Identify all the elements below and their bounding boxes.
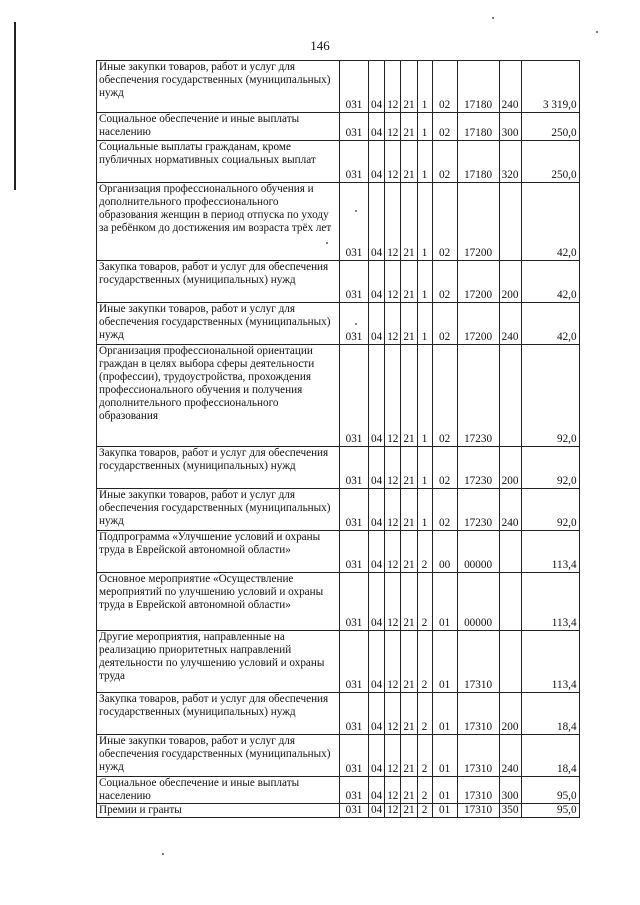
code-admin: 031 bbox=[340, 693, 369, 735]
code-subsection: 12 bbox=[385, 777, 401, 804]
amount: 113,4 bbox=[521, 531, 579, 573]
code-admin: 031 bbox=[340, 303, 369, 345]
code-program: 21 bbox=[401, 804, 417, 818]
table-row bbox=[97, 693, 580, 735]
code-program: 21 bbox=[401, 61, 417, 113]
code-program: 21 bbox=[401, 631, 417, 693]
code-subsection: 12 bbox=[385, 693, 401, 735]
code-admin: 031 bbox=[340, 183, 369, 261]
code-direction: 17310 bbox=[457, 777, 499, 804]
row-name: Основное мероприятие «Осуществление мероприятий по улучшению условий и охраны труда в Еврейской автономной области» bbox=[97, 573, 340, 631]
code-program: 21 bbox=[401, 777, 417, 804]
code-program: 21 bbox=[401, 113, 417, 141]
table-row bbox=[97, 183, 580, 261]
code-section: 04 bbox=[369, 303, 385, 345]
code-admin: 031 bbox=[340, 735, 369, 777]
code-admin: 031 bbox=[340, 141, 369, 183]
code-program: 21 bbox=[401, 345, 417, 447]
code-program: 21 bbox=[401, 531, 417, 573]
table-row bbox=[97, 631, 580, 693]
code-event: 02 bbox=[432, 261, 457, 303]
code-subprogram: 1 bbox=[417, 141, 432, 183]
amount: 250,0 bbox=[521, 113, 579, 141]
code-program: 21 bbox=[401, 573, 417, 631]
code-subprogram: 1 bbox=[417, 183, 432, 261]
code-program: 21 bbox=[401, 735, 417, 777]
code-expense-type bbox=[499, 573, 521, 631]
code-admin: 031 bbox=[340, 631, 369, 693]
code-admin: 031 bbox=[340, 447, 369, 489]
code-subsection: 12 bbox=[385, 303, 401, 345]
code-program: 21 bbox=[401, 261, 417, 303]
amount: 95,0 bbox=[521, 804, 579, 818]
scan-speck bbox=[355, 323, 357, 325]
code-subprogram: 2 bbox=[417, 777, 432, 804]
code-program: 21 bbox=[401, 693, 417, 735]
table-row bbox=[97, 735, 580, 777]
amount: 113,4 bbox=[521, 573, 579, 631]
code-direction: 17180 bbox=[457, 61, 499, 113]
code-event: 02 bbox=[432, 61, 457, 113]
code-event: 01 bbox=[432, 804, 457, 818]
code-direction: 17310 bbox=[457, 804, 499, 818]
code-direction: 17230 bbox=[457, 489, 499, 531]
code-subprogram: 2 bbox=[417, 735, 432, 777]
code-section: 04 bbox=[369, 693, 385, 735]
code-section: 04 bbox=[369, 183, 385, 261]
row-name: Социальное обеспечение и иные выплаты населению bbox=[97, 113, 340, 141]
code-subsection: 12 bbox=[385, 345, 401, 447]
code-direction: 17180 bbox=[457, 141, 499, 183]
code-subsection: 12 bbox=[385, 531, 401, 573]
code-section: 04 bbox=[369, 61, 385, 113]
code-expense-type: 350 bbox=[499, 804, 521, 818]
code-direction: 00000 bbox=[457, 531, 499, 573]
code-section: 04 bbox=[369, 531, 385, 573]
table-row bbox=[97, 345, 580, 447]
row-name: Организация профессиональной ориентации граждан в целях выбора сферы деятельности (профессии), трудоустройства, прохождения профессионального обучения и получения дополнительного профессионального образования bbox=[97, 345, 340, 447]
code-subsection: 12 bbox=[385, 447, 401, 489]
table-row bbox=[97, 61, 580, 113]
code-expense-type: 200 bbox=[499, 693, 521, 735]
code-direction: 17200 bbox=[457, 183, 499, 261]
code-section: 04 bbox=[369, 631, 385, 693]
row-name: Закупка товаров, работ и услуг для обеспечения государственных (муниципальных) нужд bbox=[97, 261, 340, 303]
code-expense-type: 240 bbox=[499, 735, 521, 777]
code-admin: 031 bbox=[340, 61, 369, 113]
code-expense-type: 320 bbox=[499, 141, 521, 183]
code-admin: 031 bbox=[340, 345, 369, 447]
table-row bbox=[97, 804, 580, 818]
code-subprogram: 2 bbox=[417, 631, 432, 693]
amount: 92,0 bbox=[521, 447, 579, 489]
code-event: 00 bbox=[432, 531, 457, 573]
code-expense-type: 200 bbox=[499, 447, 521, 489]
scan-speck bbox=[355, 210, 357, 212]
row-name: Иные закупки товаров, работ и услуг для обеспечения государственных (муниципальных) нужд bbox=[97, 735, 340, 777]
amount: 42,0 bbox=[521, 261, 579, 303]
code-section: 04 bbox=[369, 489, 385, 531]
row-name: Социальное обеспечение и иные выплаты населению bbox=[97, 777, 340, 804]
code-event: 02 bbox=[432, 113, 457, 141]
code-subsection: 12 bbox=[385, 804, 401, 818]
table-row bbox=[97, 531, 580, 573]
table-row bbox=[97, 447, 580, 489]
row-name: Иные закупки товаров, работ и услуг для обеспечения государственных (муниципальных) нужд bbox=[97, 61, 340, 113]
table-body bbox=[97, 61, 580, 818]
code-expense-type: 240 bbox=[499, 489, 521, 531]
code-expense-type bbox=[499, 345, 521, 447]
row-name: Социальные выплаты гражданам, кроме публичных нормативных социальных выплат bbox=[97, 141, 340, 183]
code-program: 21 bbox=[401, 303, 417, 345]
code-event: 02 bbox=[432, 303, 457, 345]
code-admin: 031 bbox=[340, 261, 369, 303]
code-subsection: 12 bbox=[385, 141, 401, 183]
code-section: 04 bbox=[369, 804, 385, 818]
code-event: 01 bbox=[432, 735, 457, 777]
code-program: 21 bbox=[401, 141, 417, 183]
code-direction: 17310 bbox=[457, 693, 499, 735]
code-subsection: 12 bbox=[385, 631, 401, 693]
scan-speck bbox=[326, 242, 328, 244]
code-event: 01 bbox=[432, 777, 457, 804]
table-row bbox=[97, 141, 580, 183]
amount: 42,0 bbox=[521, 303, 579, 345]
code-subsection: 12 bbox=[385, 261, 401, 303]
amount: 113,4 bbox=[521, 631, 579, 693]
code-admin: 031 bbox=[340, 489, 369, 531]
code-direction: 17180 bbox=[457, 113, 499, 141]
code-event: 02 bbox=[432, 141, 457, 183]
code-direction: 17230 bbox=[457, 447, 499, 489]
code-direction: 17200 bbox=[457, 261, 499, 303]
code-expense-type: 240 bbox=[499, 303, 521, 345]
code-subprogram: 2 bbox=[417, 573, 432, 631]
row-name: Подпрограмма «Улучшение условий и охраны труда в Еврейской автономной области» bbox=[97, 531, 340, 573]
table-row bbox=[97, 113, 580, 141]
row-name: Закупка товаров, работ и услуг для обеспечения государственных (муниципальных) нужд bbox=[97, 693, 340, 735]
code-subprogram: 1 bbox=[417, 113, 432, 141]
code-subsection: 12 bbox=[385, 61, 401, 113]
code-section: 04 bbox=[369, 261, 385, 303]
scan-speck bbox=[492, 17, 494, 19]
code-subprogram: 1 bbox=[417, 489, 432, 531]
table-row bbox=[97, 573, 580, 631]
code-section: 04 bbox=[369, 447, 385, 489]
amount: 92,0 bbox=[521, 345, 579, 447]
scan-speck bbox=[162, 853, 164, 855]
code-event: 01 bbox=[432, 573, 457, 631]
code-expense-type: 240 bbox=[499, 61, 521, 113]
code-subsection: 12 bbox=[385, 735, 401, 777]
code-event: 02 bbox=[432, 183, 457, 261]
table-row bbox=[97, 489, 580, 531]
code-expense-type: 200 bbox=[499, 261, 521, 303]
code-expense-type bbox=[499, 531, 521, 573]
code-direction: 17230 bbox=[457, 345, 499, 447]
row-name: Иные закупки товаров, работ и услуг для обеспечения государственных (муниципальных) нужд bbox=[97, 489, 340, 531]
code-section: 04 bbox=[369, 113, 385, 141]
scan-speck bbox=[596, 31, 598, 33]
code-section: 04 bbox=[369, 777, 385, 804]
table-row bbox=[97, 777, 580, 804]
code-direction: 00000 bbox=[457, 573, 499, 631]
code-subprogram: 1 bbox=[417, 61, 432, 113]
amount: 92,0 bbox=[521, 489, 579, 531]
row-name: Иные закупки товаров, работ и услуг для обеспечения государственных (муниципальных) нужд bbox=[97, 303, 340, 345]
code-admin: 031 bbox=[340, 531, 369, 573]
code-subsection: 12 bbox=[385, 489, 401, 531]
code-expense-type bbox=[499, 183, 521, 261]
code-event: 02 bbox=[432, 447, 457, 489]
code-expense-type: 300 bbox=[499, 777, 521, 804]
table-row bbox=[97, 303, 580, 345]
code-direction: 17200 bbox=[457, 303, 499, 345]
code-admin: 031 bbox=[340, 777, 369, 804]
row-name: Премии и гранты bbox=[97, 804, 340, 818]
row-name: Другие мероприятия, направленные на реализацию приоритетных направлений деятельности по улучшению условий и охраны труда bbox=[97, 631, 340, 693]
code-event: 02 bbox=[432, 345, 457, 447]
code-subprogram: 2 bbox=[417, 693, 432, 735]
code-subsection: 12 bbox=[385, 573, 401, 631]
code-expense-type: 300 bbox=[499, 113, 521, 141]
code-subprogram: 2 bbox=[417, 804, 432, 818]
code-direction: 17310 bbox=[457, 735, 499, 777]
code-subprogram: 1 bbox=[417, 345, 432, 447]
code-section: 04 bbox=[369, 345, 385, 447]
code-direction: 17310 bbox=[457, 631, 499, 693]
code-event: 01 bbox=[432, 693, 457, 735]
budget-table bbox=[96, 60, 580, 818]
code-subsection: 12 bbox=[385, 113, 401, 141]
row-name: Закупка товаров, работ и услуг для обеспечения государственных (муниципальных) нужд bbox=[97, 447, 340, 489]
code-subsection: 12 bbox=[385, 183, 401, 261]
amount: 95,0 bbox=[521, 777, 579, 804]
code-section: 04 bbox=[369, 573, 385, 631]
table-row bbox=[97, 261, 580, 303]
row-name: Организация профессионального обучения и дополнительного профессионального образования женщин в период отпуска по уходу за ребёнком до достижения им возраста трёх лет bbox=[97, 183, 340, 261]
page-number: 146 bbox=[310, 38, 330, 53]
code-program: 21 bbox=[401, 447, 417, 489]
amount: 250,0 bbox=[521, 141, 579, 183]
code-subprogram: 1 bbox=[417, 261, 432, 303]
code-event: 01 bbox=[432, 631, 457, 693]
amount: 18,4 bbox=[521, 693, 579, 735]
code-program: 21 bbox=[401, 183, 417, 261]
amount: 3 319,0 bbox=[521, 61, 579, 113]
code-subprogram: 1 bbox=[417, 303, 432, 345]
code-subprogram: 1 bbox=[417, 447, 432, 489]
amount: 42,0 bbox=[521, 183, 579, 261]
amount: 18,4 bbox=[521, 735, 579, 777]
code-admin: 031 bbox=[340, 804, 369, 818]
code-program: 21 bbox=[401, 489, 417, 531]
code-section: 04 bbox=[369, 141, 385, 183]
code-admin: 031 bbox=[340, 573, 369, 631]
code-event: 02 bbox=[432, 489, 457, 531]
code-section: 04 bbox=[369, 735, 385, 777]
code-admin: 031 bbox=[340, 113, 369, 141]
code-expense-type bbox=[499, 631, 521, 693]
code-subprogram: 2 bbox=[417, 531, 432, 573]
